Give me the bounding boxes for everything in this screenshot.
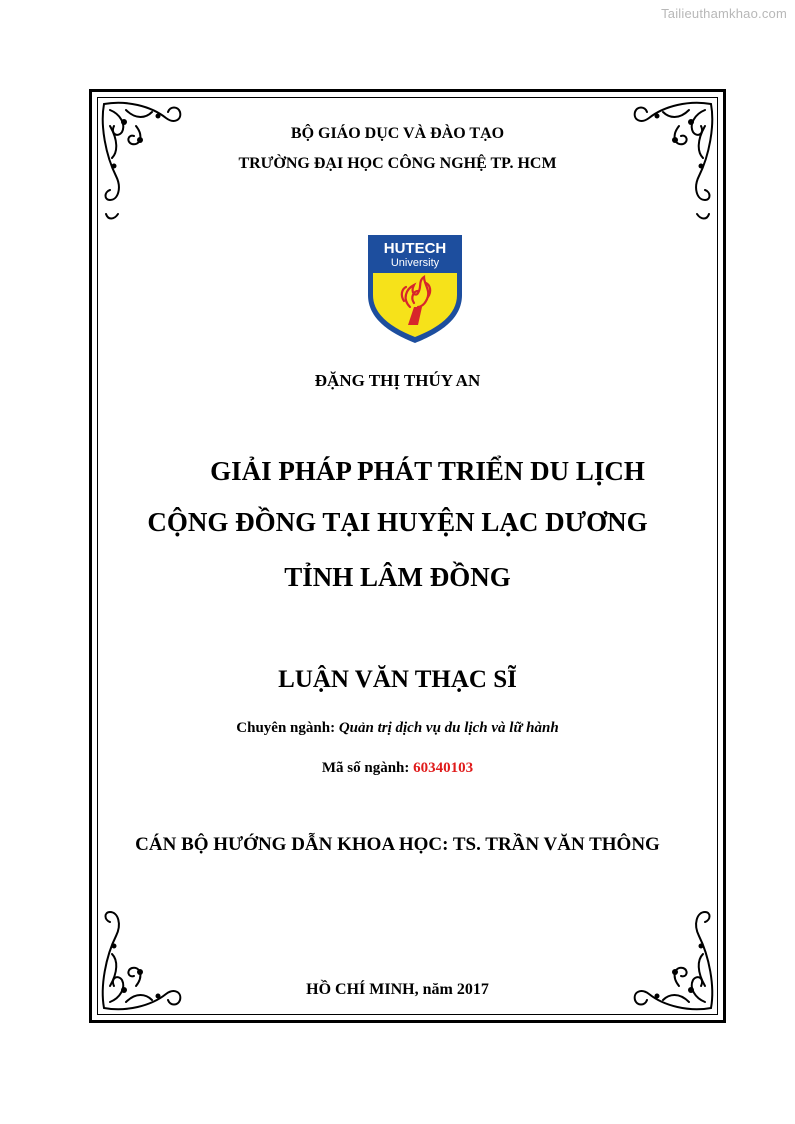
major-label: Chuyên ngành: [236, 720, 336, 736]
university-heading: TRƯỜNG ĐẠI HỌC CÔNG NGHỆ TP. HCM [238, 155, 557, 172]
logo-name: HUTECH [383, 240, 447, 257]
major-code-line [0, 760, 795, 777]
major-line [0, 720, 795, 737]
major-code-label: Mã số ngành: [321, 760, 410, 776]
thesis-title-line-1: GIẢI PHÁP PHÁT TRIỂN DU LỊCH [210, 456, 645, 486]
thesis-title-line-3: TỈNH LÂM ĐỒNG [284, 562, 511, 592]
ministry-heading: BỘ GIÁO DỤC VÀ ĐÀO TẠO [290, 125, 505, 142]
place-and-year: HỒ CHÍ MINH, năm 2017 [306, 981, 489, 998]
thesis-title-line-2: CỘNG ĐỒNG TẠI HUYỆN LẠC DƯƠNG [147, 507, 648, 537]
major-value: Quản trị dịch vụ du lịch và lữ hành [338, 720, 559, 736]
watermark-text: Tailieuthamkhao.com [661, 6, 787, 21]
author-name: ĐẶNG THỊ THÚY AN [314, 371, 481, 390]
hutech-logo [366, 233, 464, 345]
supervisor-line: CÁN BỘ HƯỚNG DẪN KHOA HỌC: TS. TRẦN VĂN THÔNG [135, 834, 660, 855]
logo-subtitle: University [390, 257, 440, 269]
degree-type: LUẬN VĂN THẠC SĨ [278, 666, 517, 693]
major-code-value: 60340103 [413, 760, 474, 776]
